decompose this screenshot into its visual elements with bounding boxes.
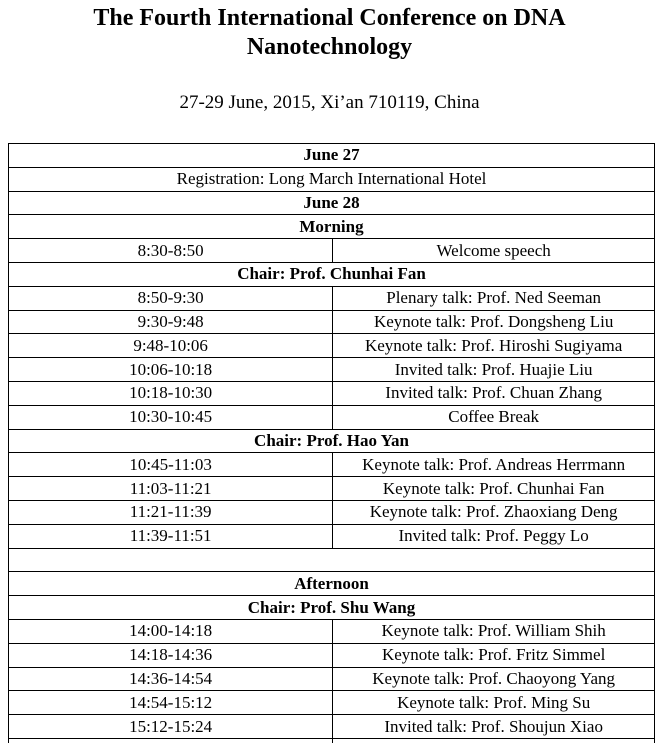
table-row	[9, 619, 655, 643]
table-row	[9, 405, 655, 429]
table-row	[9, 262, 655, 286]
event-cell: Plenary talk: Prof. Ned Seeman	[333, 286, 655, 310]
conference-title: The Fourth International Conference on DNA Nanotechnology	[93, 5, 566, 60]
time-cell: 9:30-9:48	[9, 310, 333, 334]
time-cell: 8:50-9:30	[9, 286, 333, 310]
event-cell: Keynote talk: Prof. Chaoyong Yang	[333, 667, 655, 691]
table-row	[9, 167, 655, 191]
table-row	[9, 667, 655, 691]
section-header-cell: Chair: Prof. Hao Yan	[9, 429, 655, 453]
event-cell: Welcome speech	[333, 239, 655, 263]
table-row	[9, 691, 655, 715]
time-cell: 10:18-10:30	[9, 381, 333, 405]
event-cell: Keynote talk: Prof. Dongsheng Liu	[333, 310, 655, 334]
time-cell: 9:48-10:06	[9, 334, 333, 358]
table-row	[9, 524, 655, 548]
section-header-cell: Morning	[9, 215, 655, 239]
table-row	[9, 572, 655, 596]
time-cell: 8:30-8:50	[9, 239, 333, 263]
table-row	[9, 191, 655, 215]
table-row	[9, 239, 655, 263]
event-cell: Keynote talk: Prof. Zhaoxiang Deng	[333, 500, 655, 524]
time-cell: 11:21-11:39	[9, 500, 333, 524]
event-cell: Keynote talk: Prof. Hiroshi Sugiyama	[333, 334, 655, 358]
time-cell: 10:30-10:45	[9, 405, 333, 429]
table-row	[9, 596, 655, 620]
schedule-table	[8, 143, 655, 743]
time-cell: 10:06-10:18	[9, 358, 333, 382]
full-width-cell	[9, 548, 655, 572]
event-cell: Invited talk: Prof. Huajie Liu	[333, 358, 655, 382]
table-row	[9, 548, 655, 572]
section-header-cell: Afternoon	[9, 572, 655, 596]
event-cell: Invited talk: Prof. Peggy Lo	[333, 524, 655, 548]
table-row	[9, 715, 655, 739]
table-row	[9, 477, 655, 501]
table-row	[9, 453, 655, 477]
time-cell: 14:36-14:54	[9, 667, 333, 691]
table-row	[9, 144, 655, 168]
table-row	[9, 334, 655, 358]
table-row	[9, 310, 655, 334]
conference-date-location: 27-29 June, 2015, Xi’an 710119, China	[179, 92, 480, 113]
table-row	[9, 500, 655, 524]
table-row	[9, 738, 655, 743]
section-header-cell: Chair: Prof. Shu Wang	[9, 596, 655, 620]
time-cell: 14:18-14:36	[9, 643, 333, 667]
event-cell	[333, 738, 655, 743]
event-cell: Invited talk: Prof. Shoujun Xiao	[333, 715, 655, 739]
table-row	[9, 429, 655, 453]
time-cell: 10:45-11:03	[9, 453, 333, 477]
table-row	[9, 358, 655, 382]
event-cell: Invited talk: Prof. Chuan Zhang	[333, 381, 655, 405]
event-cell: Coffee Break	[333, 405, 655, 429]
event-cell: Keynote talk: Prof. Chunhai Fan	[333, 477, 655, 501]
table-row	[9, 381, 655, 405]
time-cell	[9, 738, 333, 743]
time-cell: 11:03-11:21	[9, 477, 333, 501]
time-cell: 14:54-15:12	[9, 691, 333, 715]
event-cell: Keynote talk: Prof. Fritz Simmel	[333, 643, 655, 667]
section-header-cell: June 28	[9, 191, 655, 215]
section-header-cell: Chair: Prof. Chunhai Fan	[9, 262, 655, 286]
event-cell: Keynote talk: Prof. Ming Su	[333, 691, 655, 715]
full-width-cell: Registration: Long March International Hotel	[9, 167, 655, 191]
table-row	[9, 286, 655, 310]
section-header-cell: June 27	[9, 144, 655, 168]
time-cell: 15:12-15:24	[9, 715, 333, 739]
event-cell: Keynote talk: Prof. William Shih	[333, 619, 655, 643]
time-cell: 14:00-14:18	[9, 619, 333, 643]
table-row	[9, 643, 655, 667]
time-cell: 11:39-11:51	[9, 524, 333, 548]
event-cell: Keynote talk: Prof. Andreas Herrmann	[333, 453, 655, 477]
table-row	[9, 215, 655, 239]
